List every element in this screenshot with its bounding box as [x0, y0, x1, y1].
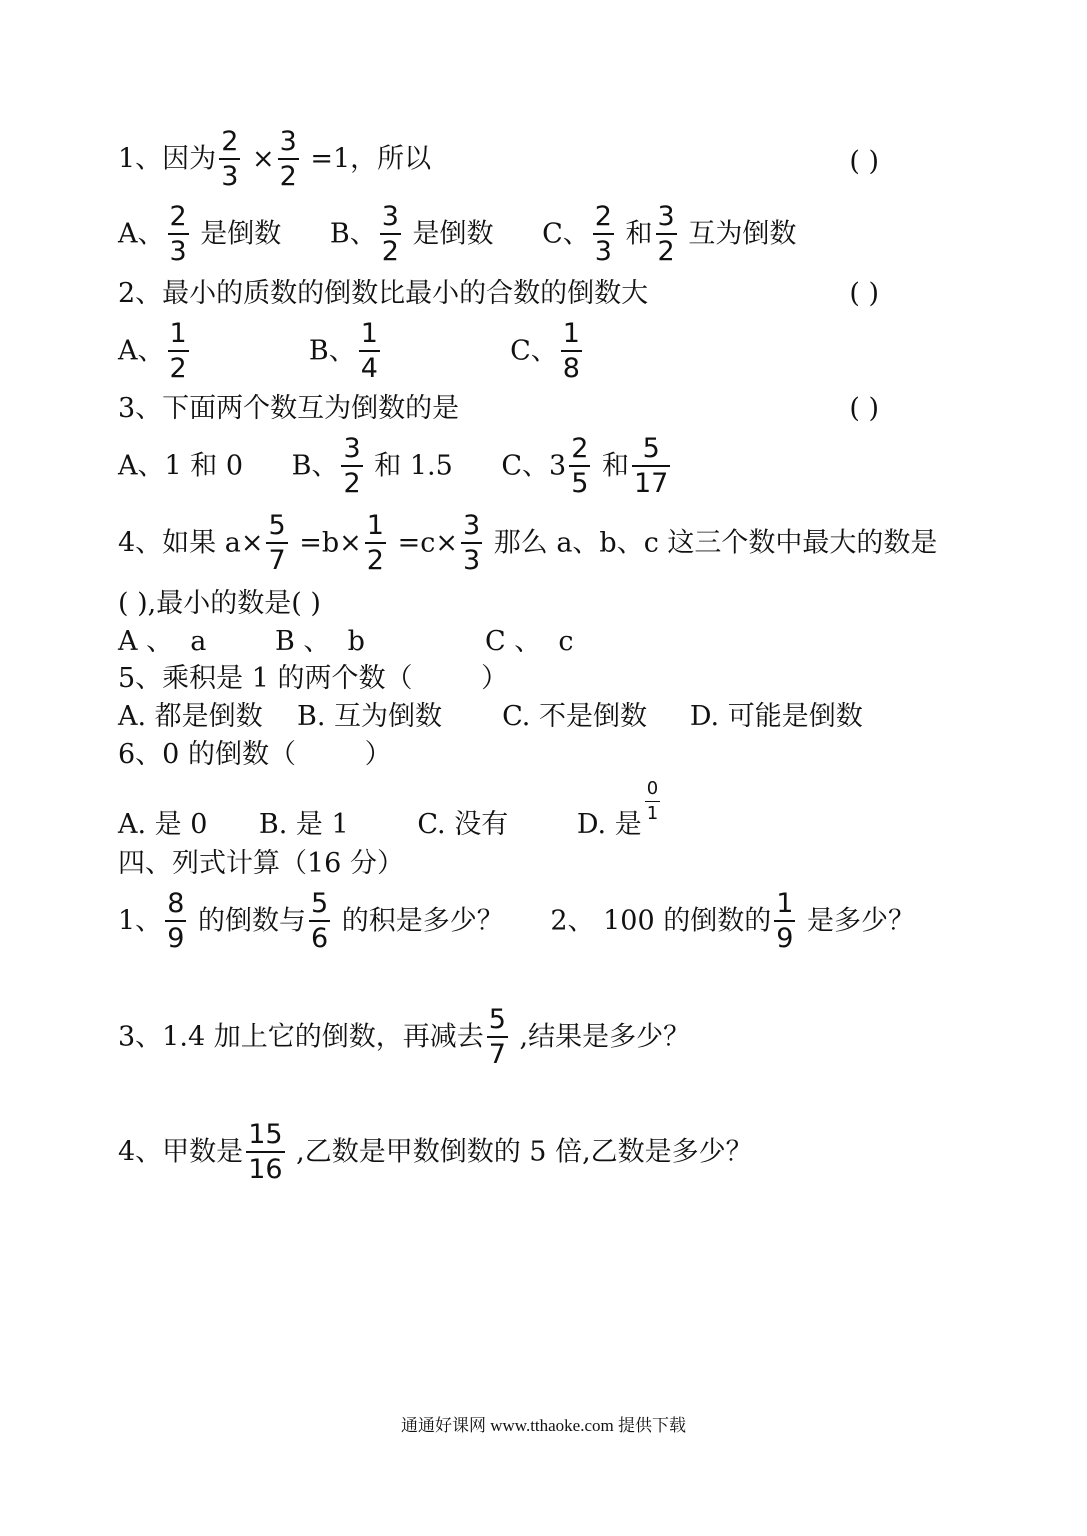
section-title: 四、列式计算（16 分） [118, 848, 404, 879]
q1-options: A、 $\frac{2}{3}$ 是倒数 B、 $\frac{3}{2}$ 是倒数 C、 $\frac{2}{3}$ 和 $\frac{3}{2}$ 互为倒数 [118, 201, 797, 268]
q4-line2: ( ),最小的数是( ) [118, 588, 321, 619]
q6-line: 6、0 的倒数（ ） [118, 739, 392, 770]
answer-paren: ( ) [849, 146, 879, 177]
fraction: $\frac{2}{3}$ [221, 126, 239, 193]
q1-line: 1、因为 $\frac{2}{3}$ × $\frac{3}{2}$ =1，所以 ( ) [118, 126, 879, 193]
q4-line: 4、如果 a× $\frac{5}{7}$ =b× $\frac{1}{2}$ =c× $\frac{3}{3}$ 那么 a、b、c 这三个数中最大的数是 [118, 510, 938, 577]
answer-paren: ( ) [849, 393, 879, 424]
q5-line: 5、乘积是 1 的两个数（ ） [118, 663, 509, 694]
q6-options: A. 是 0 B. 是 1 C. 没有 D. 是 $\frac{0}{1}$ [118, 778, 659, 840]
q2-options: A、 $\frac{1}{2}$ B、 $\frac{1}{4}$ C、 $\frac{1}{8}$ [118, 318, 580, 385]
q3-options: A、1 和 0 B、 $\frac{3}{2}$ 和 1.5 C、3 $\frac{2}{5}$ 和 $\frac{5}{17}$ [118, 433, 669, 500]
answer-paren: ( ) [849, 278, 879, 309]
calc-1-2: 1、 $\frac{8}{9}$ 的倒数与 $\frac{5}{6}$ 的积是多少？ 2、 100 的倒数的 $\frac{1}{9}$ 是多少？ [118, 888, 916, 955]
calc-3: 3、1.4 加上它的倒数，再减去 $\frac{5}{7}$ ,结果是多少？ [118, 1004, 691, 1071]
q2-line: 2、最小的质数的倒数比最小的合数的倒数大 ( ) [118, 278, 879, 309]
calc-4: 4、甲数是 $\frac{15}{16}$ ,乙数是甲数倒数的 5 倍,乙数是多少？ [118, 1119, 753, 1186]
q4-options: A 、 a B 、 b C 、 c [118, 626, 574, 657]
footer-credit: 通通好课网 www.tthaoke.com 提供下载 [400, 1416, 687, 1435]
q1-text: 1、因为 [118, 143, 217, 175]
fraction: $\frac{3}{2}$ [279, 126, 297, 193]
q5-options: A. 都是倒数 B. 互为倒数 C. 不是倒数 D. 可能是倒数 [118, 701, 863, 732]
q3-line: 3、下面两个数互为倒数的是 ( ) [118, 393, 879, 424]
